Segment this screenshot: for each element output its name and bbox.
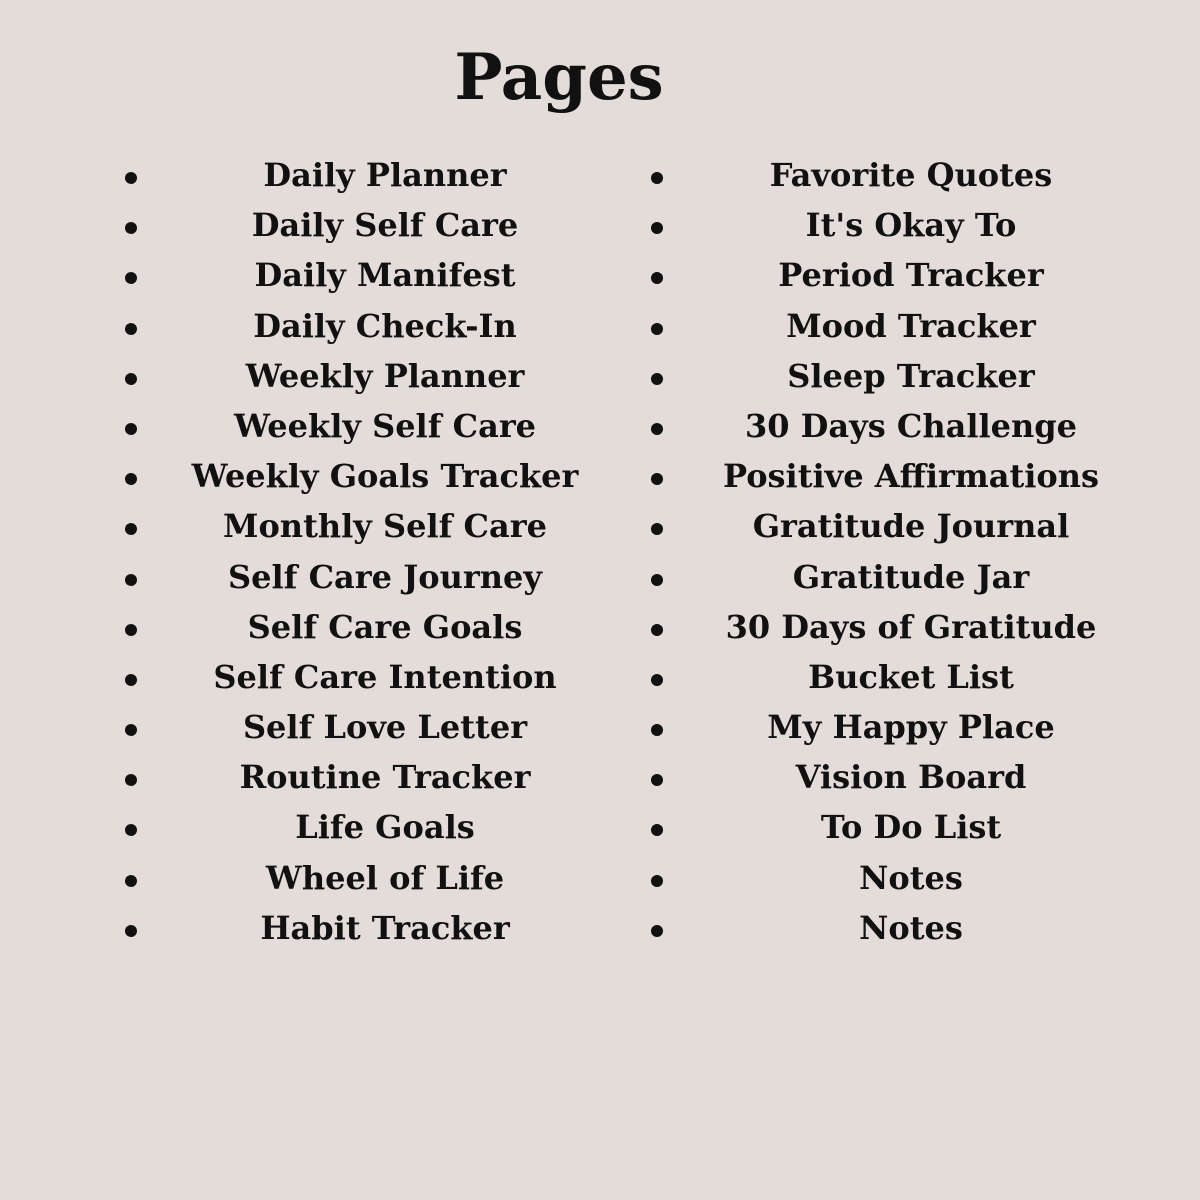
list-item xyxy=(110,501,610,551)
bullet-icon xyxy=(651,724,663,736)
list-item xyxy=(110,652,610,702)
list-item-label: Bucket List xyxy=(808,657,1014,696)
list-item-label: Mood Tracker xyxy=(786,306,1036,345)
bullet-icon xyxy=(125,624,137,636)
bullet-icon xyxy=(651,925,663,937)
list-item-label: Self Care Goals xyxy=(247,607,523,646)
list-item-label: Weekly Goals Tracker xyxy=(191,457,579,496)
list-item xyxy=(110,301,610,351)
bullet-icon xyxy=(651,824,663,836)
list-item-label: Routine Tracker xyxy=(239,758,531,797)
list-item xyxy=(110,351,610,401)
bullet-icon xyxy=(651,574,663,586)
list-item-label: Monthly Self Care xyxy=(223,507,547,546)
list-item-label: My Happy Place xyxy=(767,708,1055,747)
bullet-icon xyxy=(651,323,663,335)
list-item xyxy=(110,853,610,903)
list-item-label: Sleep Tracker xyxy=(787,356,1035,395)
list-item xyxy=(636,752,1166,802)
list-item-label: Vision Board xyxy=(795,758,1027,797)
list-item-label: Gratitude Jar xyxy=(792,557,1030,596)
bullet-icon xyxy=(125,724,137,736)
list-item-label: It's Okay To xyxy=(805,206,1017,245)
list-item-label: Period Tracker xyxy=(778,256,1044,295)
bullet-icon xyxy=(651,624,663,636)
list-item xyxy=(110,802,610,852)
bullet-icon xyxy=(125,473,137,485)
list-item-label: Gratitude Journal xyxy=(752,507,1070,546)
list-item xyxy=(636,853,1166,903)
bullet-icon xyxy=(651,875,663,887)
bullet-icon xyxy=(125,925,137,937)
list-item-label: Self Care Intention xyxy=(213,657,557,696)
list-item-label: Habit Tracker xyxy=(260,908,510,947)
bullet-icon xyxy=(651,674,663,686)
page-title: Pages xyxy=(454,40,664,115)
list-item-label: Daily Check-In xyxy=(253,306,517,345)
bullet-icon xyxy=(125,774,137,786)
bullet-icon xyxy=(651,423,663,435)
bullet-icon xyxy=(651,774,663,786)
list-item xyxy=(110,250,610,300)
list-item-label: Daily Manifest xyxy=(254,256,516,295)
list-item xyxy=(110,200,610,250)
list-item xyxy=(636,150,1166,200)
pages-list-right xyxy=(636,150,1166,953)
list-item-label: Life Goals xyxy=(295,808,475,847)
bullet-icon xyxy=(125,674,137,686)
list-item xyxy=(636,250,1166,300)
list-item xyxy=(110,752,610,802)
list-item xyxy=(110,451,610,501)
list-item xyxy=(110,602,610,652)
bullet-icon xyxy=(651,272,663,284)
bullet-icon xyxy=(125,373,137,385)
bullet-icon xyxy=(125,222,137,234)
bullet-icon xyxy=(651,222,663,234)
list-item-label: Weekly Self Care xyxy=(233,406,537,445)
list-item-label: Positive Affirmations xyxy=(722,457,1099,496)
list-item xyxy=(636,501,1166,551)
list-item xyxy=(636,401,1166,451)
list-item xyxy=(636,903,1166,953)
bullet-icon xyxy=(125,574,137,586)
list-item-label: Weekly Planner xyxy=(245,356,525,395)
list-item-label: Self Love Letter xyxy=(242,708,528,747)
list-item-label: Daily Self Care xyxy=(251,206,519,245)
list-item xyxy=(110,903,610,953)
bullet-icon xyxy=(651,172,663,184)
list-item xyxy=(110,150,610,200)
bullet-icon xyxy=(125,323,137,335)
list-item xyxy=(636,802,1166,852)
list-item-label: Wheel of Life xyxy=(265,858,505,897)
bullet-icon xyxy=(125,423,137,435)
list-item-label: Self Care Journey xyxy=(228,557,542,596)
bullet-icon xyxy=(651,373,663,385)
bullet-icon xyxy=(125,523,137,535)
list-item-label: Notes xyxy=(859,858,963,897)
bullet-icon xyxy=(125,875,137,887)
list-item-label: 30 Days Challenge xyxy=(744,406,1078,445)
list-item xyxy=(636,702,1166,752)
list-item-label: 30 Days of Gratitude xyxy=(725,607,1097,646)
list-item-label: Notes xyxy=(859,908,963,947)
list-item-label: To Do List xyxy=(820,808,1002,847)
list-item xyxy=(636,301,1166,351)
bullet-icon xyxy=(125,824,137,836)
bullet-icon xyxy=(651,523,663,535)
pages-list-left xyxy=(110,150,610,953)
list-item xyxy=(636,652,1166,702)
list-item-label: Daily Planner xyxy=(263,156,507,194)
list-item xyxy=(636,451,1166,501)
bullet-icon xyxy=(125,172,137,184)
list-item xyxy=(636,602,1166,652)
list-item-label: Favorite Quotes xyxy=(769,156,1053,194)
list-item xyxy=(110,552,610,602)
list-item xyxy=(110,401,610,451)
list-item xyxy=(636,552,1166,602)
list-item xyxy=(110,702,610,752)
list-item xyxy=(636,200,1166,250)
list-item xyxy=(636,351,1166,401)
bullet-icon xyxy=(125,272,137,284)
bullet-icon xyxy=(651,473,663,485)
